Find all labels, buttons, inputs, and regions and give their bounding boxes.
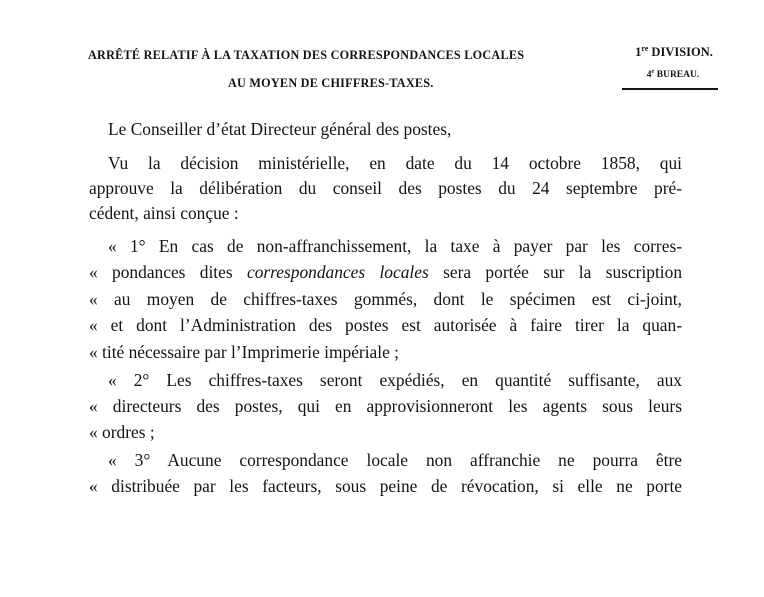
article-1-line-2-start: « pondances dites [89,262,247,282]
division-ordinal: re [641,44,649,53]
vu-line-1: Vu la décision ministérielle, en date du 14 octobre 1858, qui [108,153,682,173]
title-line-2: AU MOYEN DE CHIFFRES-TAXES. [228,76,434,90]
division-number: 1 [635,45,642,60]
vu-line-2: approuve la délibération du conseil des postes du 24 septembre pré- [89,178,682,198]
division-word: DIVISION. [648,45,713,60]
article-1-italic-term: correspondances locales [246,262,429,282]
bureau-label [630,68,716,80]
opening-line: Le Conseiller d’état Directeur général des postes, [108,119,452,139]
article-3-line-1: « 3° Aucune correspondance locale non affranchie ne pourra être [108,450,682,470]
bureau-ordinal: e [651,68,655,75]
article-2-line-2: « directeurs des postes, qui en approvisionneront les agents sous leurs [89,396,682,416]
article-3-line-2: « distribuée par les facteurs, sous peine de révocation, si elle ne porte [89,476,682,496]
header-rule [622,88,718,90]
article-2-line-3: « ordres ; [89,422,155,442]
article-2-line-1: « 2° Les chiffres-taxes seront expédiés, en quantité suffisante, aux [108,370,682,390]
article-1-line-5: « tité nécessaire par l’Imprimerie impériale ; [89,342,399,362]
article-1-line-1: « 1° En cas de non-affranchissement, la taxe à payer par les corres- [108,236,682,256]
bureau-number: 4 [646,70,652,81]
article-1-line-3: « au moyen de chiffres-taxes gommés, dont le spécimen est ci-joint, [89,289,682,309]
title-line-1: ARRÊTÉ RELATIF À LA TAXATION DES CORRESPONDANCES LOCALES [88,48,525,62]
vu-line-3: cédent, ainsi conçue : [89,203,239,223]
division-label [628,44,720,60]
article-1-line-4: « et dont l’Administration des postes est autorisée à faire tirer la quan- [89,315,682,335]
bureau-word: BUREAU. [654,70,700,81]
article-1-line-2-end: sera portée sur la suscription [428,262,683,282]
article-1-line-2 [89,262,682,282]
